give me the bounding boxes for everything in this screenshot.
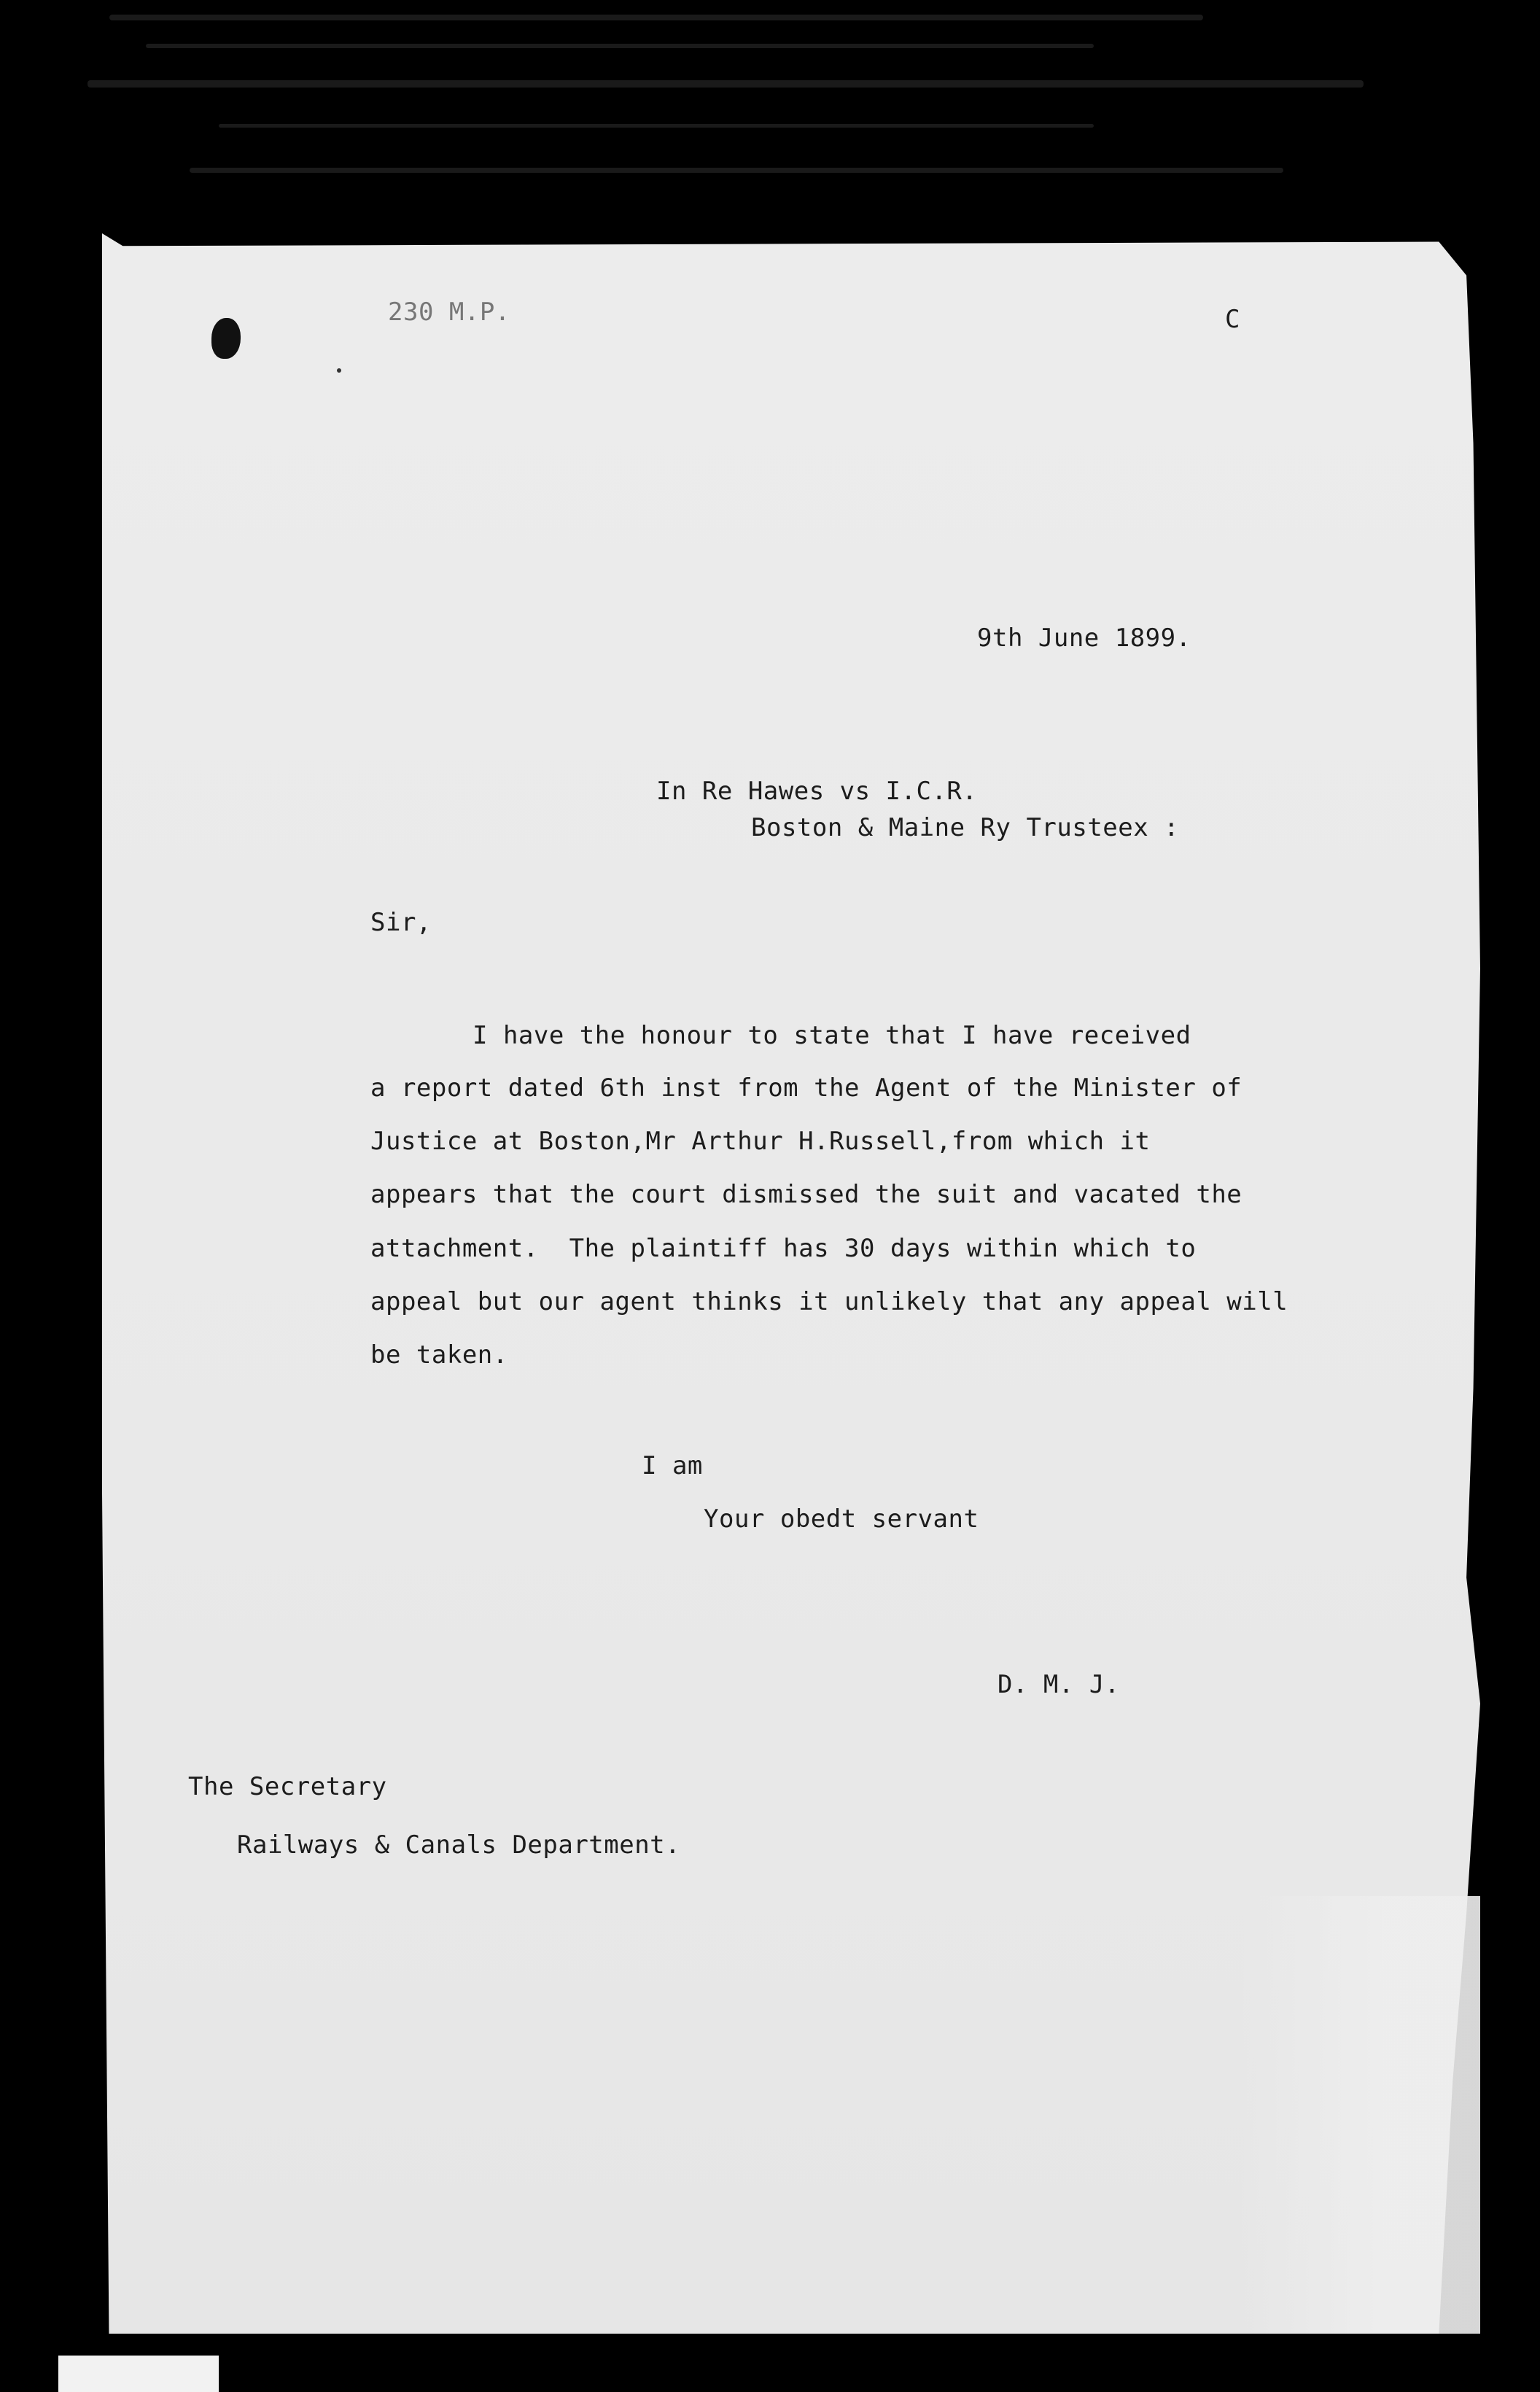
page-letter: C	[1225, 305, 1240, 334]
salutation: Sir,	[370, 908, 432, 937]
body-line: appears that the court dismissed the suit and vacated the	[370, 1180, 1242, 1209]
letter-date: 9th June 1899.	[977, 624, 1191, 653]
body-line: I have the honour to state that I have received	[472, 1021, 1191, 1050]
body-line: appeal but our agent thinks it unlikely that any appeal will	[370, 1287, 1288, 1316]
paper-worn-edge	[1240, 1896, 1480, 2334]
body-line: Justice at Boston,Mr Arthur H.Russell,from which it	[370, 1127, 1151, 1156]
closing-line-1: I am	[642, 1451, 703, 1480]
closing-line-2: Your obedt servant	[704, 1504, 979, 1534]
film-scratch	[219, 124, 1094, 128]
body-line: attachment. The plaintiff has 30 days within which to	[370, 1234, 1197, 1263]
ink-dot	[337, 368, 341, 373]
film-scratch	[146, 44, 1094, 48]
ink-blot	[211, 318, 241, 359]
addressee-line-2: Railways & Canals Department.	[237, 1830, 681, 1860]
file-reference: 230 M.P.	[388, 298, 510, 327]
film-label-strip	[58, 2356, 219, 2392]
film-scratch	[109, 15, 1203, 20]
body-line: a report dated 6th inst from the Agent of the Minister of	[370, 1073, 1242, 1103]
subject-line-2: Boston & Maine Ry Trusteex :	[751, 813, 1180, 842]
film-scratch	[88, 80, 1364, 88]
film-scratch	[190, 168, 1283, 173]
body-line: be taken.	[370, 1340, 508, 1370]
signature-initials: D. M. J.	[998, 1670, 1120, 1699]
subject-line-1: In Re Hawes vs I.C.R.	[656, 777, 978, 806]
addressee-line-1: The Secretary	[188, 1772, 387, 1801]
